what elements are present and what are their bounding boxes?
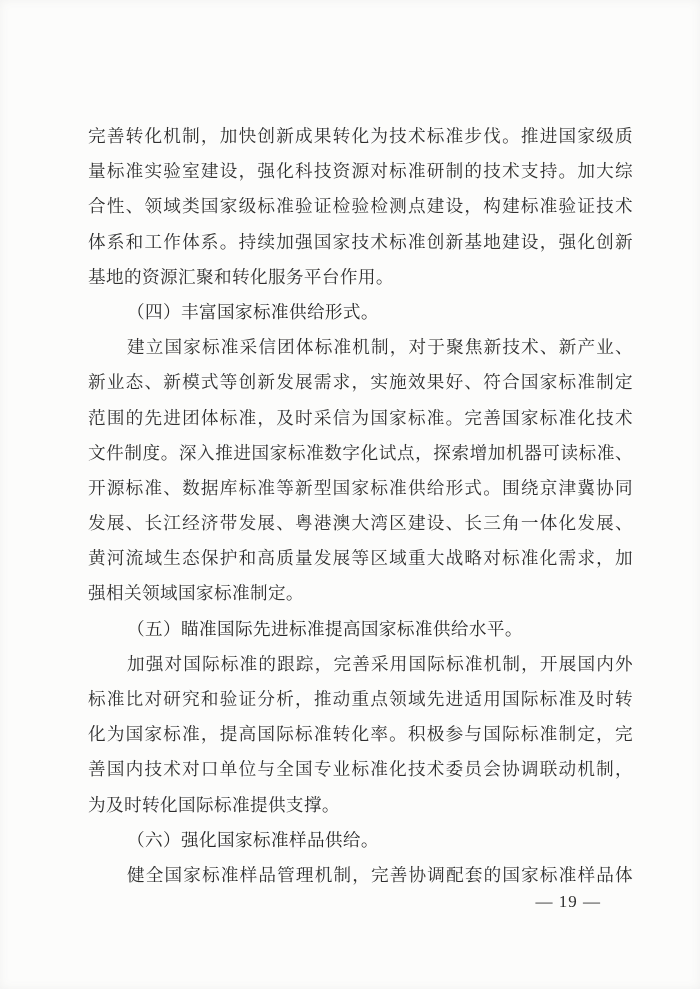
- body-line: 新业态、新模式等创新发展需求，实施效果好、符合国家标准制定: [88, 372, 633, 393]
- body-line: 体系和工作体系。持续加强国家技术标准创新基地建设，强化创新: [88, 231, 633, 252]
- body-line: 善国内技术对口单位与全国专业标准化技术委员会协调联动机制，: [88, 759, 633, 780]
- body-line: 建立国家标准采信团体标准机制，对于聚焦新技术、新产业、: [127, 337, 633, 358]
- body-line: 发展、长江经济带发展、粤港澳大湾区建设、长三角一体化发展、: [88, 513, 633, 534]
- body-line: 健全国家标准样品管理机制，完善协调配套的国家标准样品体: [127, 864, 633, 885]
- section-heading: （六）强化国家标准样品供给。: [127, 829, 379, 850]
- body-line: 基地的资源汇聚和转化服务平台作用。: [88, 266, 394, 287]
- body-line: 合性、领域类国家级标准验证检验检测点建设，构建标准验证技术: [88, 196, 633, 217]
- body-line: 范围的先进团体标准，及时采信为国家标准。完善国家标准化技术: [88, 407, 633, 428]
- body-line: 为及时转化国际标准提供支撑。: [88, 794, 340, 815]
- body-line: 开源标准、数据库标准等新型国家标准供给形式。围绕京津冀协同: [88, 477, 633, 498]
- document-content: [88, 119, 633, 893]
- body-line: 化为国家标准，提高国际标准转化率。积极参与国际标准制定，完: [88, 724, 633, 745]
- body-line: 加强对国际标准的跟踪，完善采用国际标准机制，开展国内外: [127, 653, 633, 674]
- section-heading: （五）瞄准国际先进标准提高国家标准供给水平。: [127, 618, 523, 639]
- body-line: 量标准实验室建设，强化科技资源对标准研制的技术支持。加大综: [88, 161, 633, 182]
- section-heading: （四）丰富国家标准供给形式。: [127, 301, 379, 322]
- body-line: 标准比对研究和验证分析，推动重点领域先进适用国际标准及时转: [88, 689, 633, 709]
- page-number: — 19 —: [535, 892, 601, 911]
- body-line: 完善转化机制，加快创新成果转化为技术标准步伐。推进国家级质: [88, 126, 633, 146]
- body-line: 黄河流域生态保护和高质量发展等区域重大战略对标准化需求，加: [88, 548, 633, 569]
- body-line: 文件制度。深入推进国家标准数字化试点，探索增加机器可读标准、: [88, 442, 633, 463]
- body-line: 强相关领域国家标准制定。: [88, 583, 304, 604]
